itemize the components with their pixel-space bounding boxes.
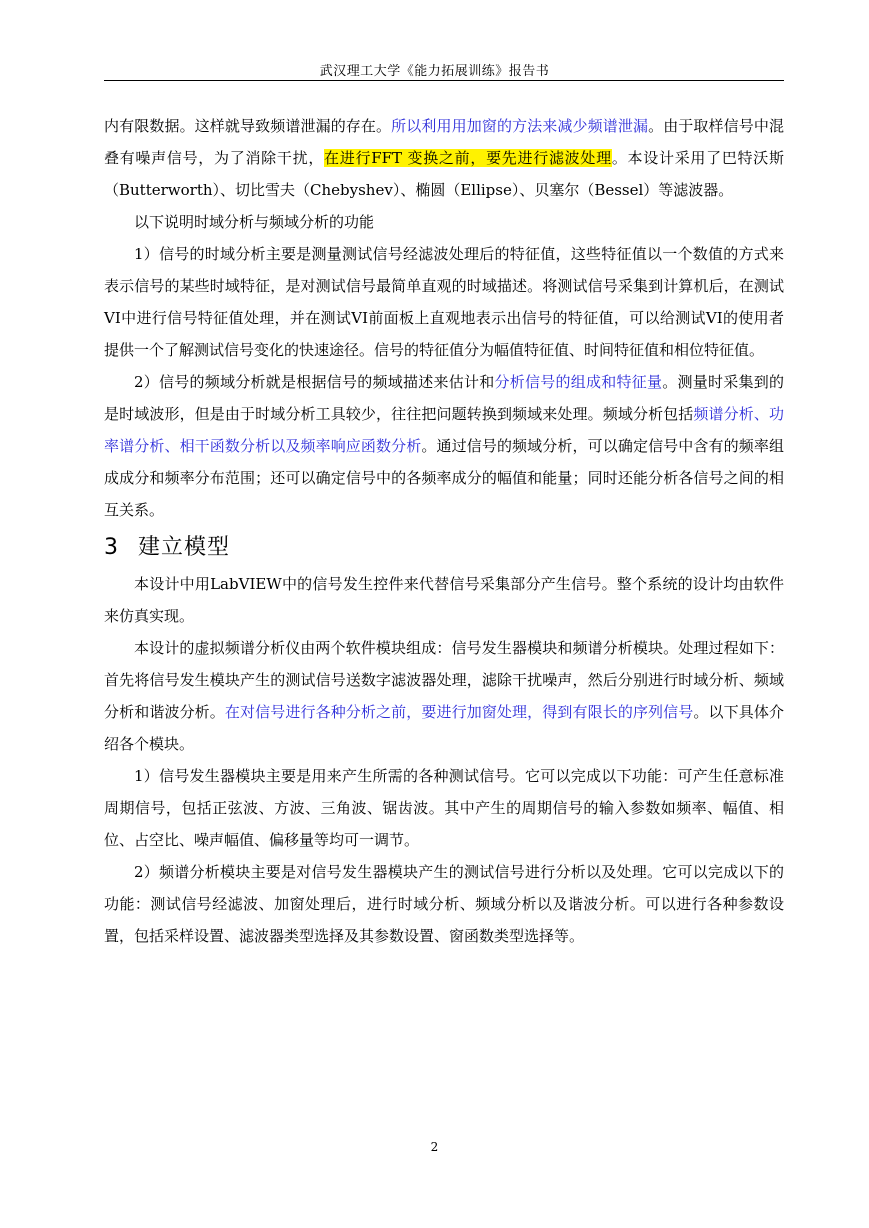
text-run: 本设计的虚拟频谱分析仪由两个软件模块组成：信号发生器模块和频谱分析模块。处理过程如下：首先将信号发生模块产生的测试信号送数字滤波器处理，滤除干扰噪声，然后分别进行时域分析、频域分析和谐波分析。 bbox=[104, 639, 784, 721]
blue-text-composition: 分析信号的组成和特征量 bbox=[494, 373, 663, 391]
header-divider bbox=[104, 80, 784, 81]
document-body bbox=[104, 110, 784, 952]
highlighted-text-filtering: 在进行FFT 变换之前，要先进行滤波处理 bbox=[324, 149, 612, 167]
paragraph-intro-analysis: 以下说明时域分析与频域分析的功能 bbox=[134, 213, 375, 231]
blue-text-analysis-types: 频谱分析、功率谱分析、相干函数分析以及频率响应函数分析 bbox=[104, 405, 784, 455]
page-number: 2 bbox=[430, 1140, 439, 1154]
page-header: 武汉理工大学《能力拓展训练》报告书 bbox=[319, 64, 550, 79]
blue-text-windowing: 所以利用用加窗的方法来减少频谱泄漏 bbox=[391, 117, 649, 135]
text-run: 。测量时采集到的是时域波形，但是由于时域分析工具较少，往往把问题转换到频域来处理。频域分析包括 bbox=[104, 373, 784, 423]
section-title: 建立模型 bbox=[138, 535, 231, 560]
text-run: 。本设计采用了巴特沃斯（Butterworth）、切比雪夫（Chebyshev）、椭圆（Ellipse）、贝塞尔（Bessel）等滤波器。 bbox=[104, 149, 784, 199]
paragraph-modules bbox=[104, 632, 784, 760]
text-run: 。由于取样信号中混叠有噪声信号，为了消除干扰， bbox=[104, 117, 784, 167]
paragraph-signal-generator: 1）信号发生器模块主要是用来产生所需的各种测试信号。它可以完成以下功能：可产生任意标准周期信号，包括正弦波、方波、三角波、锯齿波。其中产生的周期信号的输入参数如频率、幅值、相位、占空比、噪声幅值、偏移量等均可一调节。 bbox=[104, 767, 784, 849]
section-number: 3 bbox=[104, 535, 119, 560]
text-run: 内有限数据。这样就导致频谱泄漏的存在。 bbox=[104, 117, 392, 135]
text-run: 。以下具体介绍各个模块。 bbox=[104, 703, 784, 753]
paragraph-spectral-leakage bbox=[104, 110, 784, 206]
text-run: 。通过信号的频域分析，可以确定信号中含有的频率组成成分和频率分布范围；还可以确定信号中的各频率成分的幅值和能量；同时还能分析各信号之间的相互关系。 bbox=[104, 437, 784, 519]
text-run: 2）信号的频域分析就是根据信号的频域描述来估计和 bbox=[134, 373, 495, 391]
paragraph-time-domain: 1）信号的时域分析主要是测量测试信号经滤波处理后的特征值，这些特征值以一个数值的方式来表示信号的某些时域特征，是对测试信号最简单直观的时域描述。将测试信号采集到计算机后，在测试VI中进行信号特征值处理，并在测试VI前面板上直观地表示出信号的特征值，可以给测试VI的使用者提供一个了解测试信号变化的快速途径。信号的特征值分为幅值特征值、时间特征值和相位特征值。 bbox=[104, 245, 784, 359]
blue-text-windowing-process: 在对信号进行各种分析之前，要进行加窗处理，得到有限长的序列信号 bbox=[224, 703, 694, 721]
paragraph-spectrum-module: 2）频谱分析模块主要是对信号发生器模块产生的测试信号进行分析以及处理。它可以完成以下的功能：测试信号经滤波、加窗处理后，进行时域分析、频域分析以及谐波分析。可以进行各种参数设置，包括采样设置、滤波器类型选择及其参数设置、窗函数类型选择等。 bbox=[104, 863, 784, 945]
paragraph-frequency-domain bbox=[104, 366, 784, 526]
section-heading bbox=[104, 530, 784, 566]
paragraph-labview: 本设计中用LabVIEW中的信号发生控件来代替信号采集部分产生信号。整个系统的设计均由软件来仿真实现。 bbox=[104, 575, 784, 625]
